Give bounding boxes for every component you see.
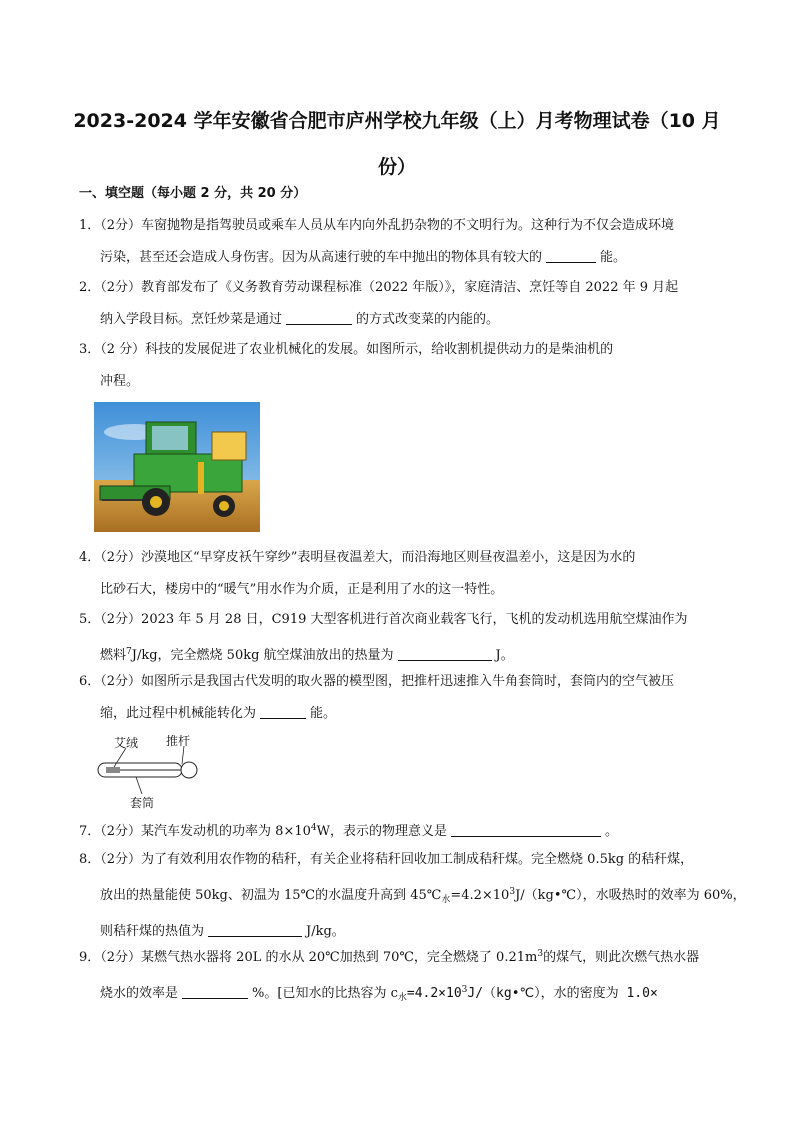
question-text: 1．（2分）车窗抛物是指驾驶员或乘车人员从车内向外乱扔杂物的不文明行为。这种行为不仅会造成环境 [79,218,675,233]
question-8 [79,844,746,948]
answer-blank[interactable] [182,984,248,999]
question-text: 比砂石大，楼房中的“暖气”用水作为介质，正是利用了水的这一特性。 [100,582,504,597]
question-text: 燃料$^7$J/kg，完全燃烧 50kg 航空煤油放出的热量为 J。 [100,647,514,663]
harvester-image [94,402,260,532]
label-tao-tong: 套筒 [130,796,155,810]
question-1 [79,210,719,274]
title-line-2: 份） [377,156,416,178]
page-title [70,98,724,190]
answer-blank[interactable] [260,704,306,719]
question-text: 烧水的效率是 %。[已知水的比热容为 $c_水=4.2\times 10^3J/(kg•℃)$，水的密度为 1.0× [100,985,658,1003]
answer-blank[interactable] [286,310,352,325]
answer-blank[interactable] [451,822,601,837]
answer-blank[interactable] [546,248,596,263]
question-text: 缩，此过程中机械能转化为 能。 [100,706,337,721]
question-4 [79,542,719,606]
section-heading: 一、填空题（每小题 2 分，共 20 分） [79,186,307,201]
question-text: 2．（2分）教育部发布了《义务教育劳动课程标准（2022 年版）》，家庭清洁、烹饪等自 2022 年 9 月起 [79,280,679,295]
question-9 [79,938,719,1014]
question-text: 6．（2分）如图所示是我国古代发明的取火器的模型图，把推杆迅速推入牛角套筒时，套筒内的空气被压 [79,674,675,689]
question-text: 纳入学段目标。烹饪炒菜是通过 的方式改变菜的内能的。 [100,312,500,327]
question-7 [79,812,719,848]
question-text: 7．（2分）某汽车发动机的功率为 $8\times 10^4W$，表示的物理意义是 。 [79,823,619,839]
question-3 [79,334,719,398]
question-text: 3．（2 分）科技的发展促进了农业机械化的发展。如图所示，给收割机提供动力的是柴油机的 [79,342,614,357]
question-text: 9．（2分）某燃气热水器将 20L 的水从 20℃加热到 70℃，完全燃烧了 $0.21m^3$的煤气，则此次燃气热水器 [79,949,700,965]
answer-blank[interactable] [208,922,302,937]
question-6 [79,666,719,730]
question-text: 8．（2分）为了有效利用农作物的秸秆，有关企业将秸秆回收加工制成秸秆煤。完全燃烧 0.5kg 的秸秆煤， [79,852,694,867]
fire-starter-diagram [96,730,216,812]
question-text: 污染，甚至还会造成人身伤害。因为从高速行驶的车中抛出的物体具有较大的 能。 [100,250,627,265]
question-text: 则秸秆煤的热值为 J/kg。 [100,924,345,939]
question-text: 冲程。 [100,374,140,389]
label-ai-rong: 艾绒 [114,736,139,750]
title-line-1: 2023-2024 学年安徽省合肥市庐州学校九年级（上）月考物理试卷（10 月 [73,110,721,132]
answer-blank[interactable] [398,646,492,661]
label-tui-gan: 推杆 [166,734,191,748]
question-text: 5．（2分）2023 年 5 月 28 日，C919 大型客机进行首次商业载客飞行，飞机的发动机选用航空煤油作为 [79,612,688,627]
question-text: 4．（2分）沙漠地区“早穿皮袄午穿纱”表明昼夜温差大，而沿海地区则昼夜温差小，这是因为水的 [79,550,636,565]
question-text: 放出的热量能使 50kg、初温为 15℃的水温度升高到 $45℃_水=4.2\times 10^3J/(kg•℃)$，水吸热时的效率为 60%， [100,887,746,905]
question-5 [79,604,719,672]
question-2 [79,272,719,336]
